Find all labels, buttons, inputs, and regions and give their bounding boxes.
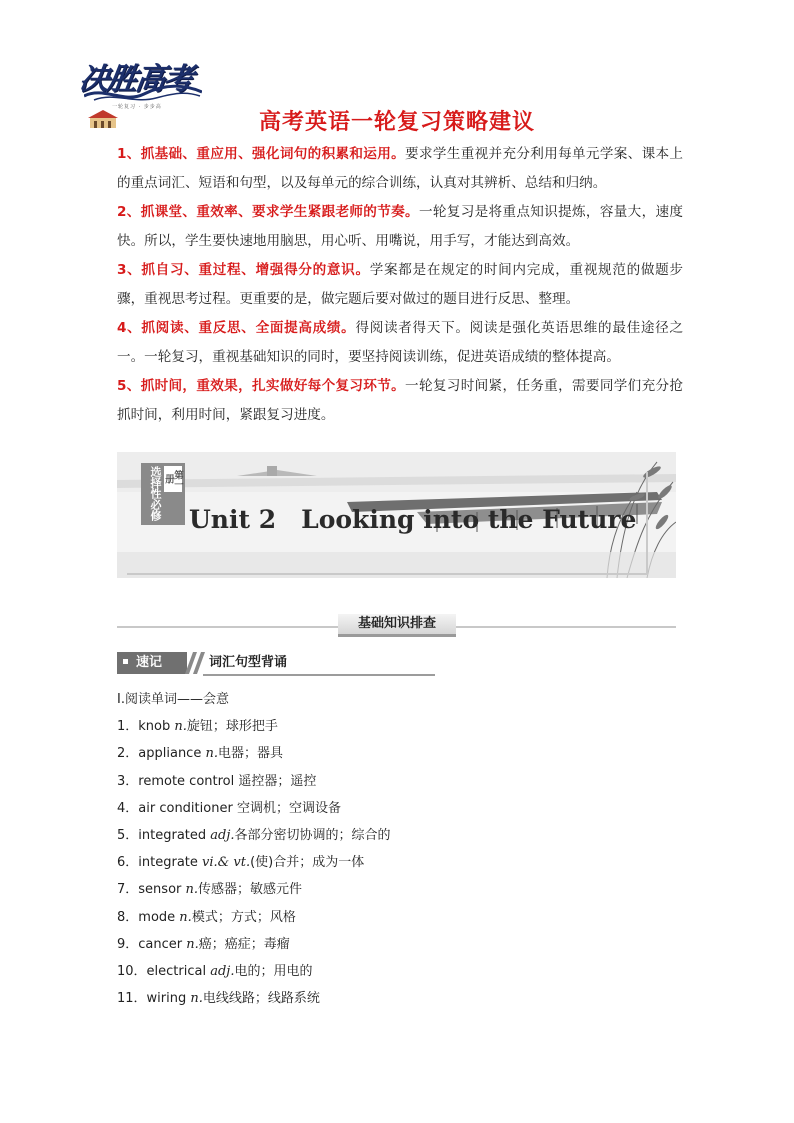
unit-title: Unit 2 Looking into the Future [189, 505, 637, 534]
banner-divider [646, 472, 648, 575]
vocab-item [117, 849, 567, 876]
vocab-word: air conditioner [138, 800, 233, 816]
vocab-pos: n. [179, 909, 192, 925]
vocab-pos: adj. [210, 828, 235, 844]
banner-divider [127, 573, 648, 575]
vocab-word: cancer [138, 936, 183, 952]
section-header [117, 612, 676, 638]
volume-tag [141, 463, 185, 525]
vocab-item [117, 904, 567, 931]
vocab-meaning: (使)合并；成为一体 [250, 855, 365, 871]
strategy-text: 得阅读者得天下。阅读是强化英语思维的最佳途径之一。一轮复习，重视基础知识的同时，要坚持阅读训练，促进英语成绩的整体提高。 [117, 320, 684, 365]
strategy-text: 一轮复习是将重点知识提炼，容量大，速度快。所以，学生要快速地用脑思，用心听、用嘴说，用手写，才能达到高效。 [117, 204, 684, 249]
volume-tag-book: 第一册 [164, 466, 182, 492]
strategy-item [117, 140, 683, 198]
page-title: 高考英语一轮复习策略建议 [258, 110, 535, 135]
square-bullet-icon [123, 659, 128, 664]
vocab-word: wiring [146, 991, 187, 1007]
volume-tag-category: 选择性必修 [149, 466, 162, 521]
vocab-meaning: 空调机；空调设备 [236, 800, 341, 816]
strategy-highlight: 3、抓自习、重过程、增强得分的意识。 [117, 262, 370, 278]
strategy-highlight: 4、抓阅读、重反思、全面提高成绩。 [117, 320, 356, 336]
vocab-number: 7． [117, 882, 139, 898]
vocab-number: 4． [117, 800, 139, 816]
memo-header [117, 652, 435, 676]
wave-icon [84, 82, 202, 104]
strategy-text: 一轮复习时间紧，任务重，需要同学们充分抢抓时间，利用时间，紧跟复习进度。 [117, 378, 683, 423]
vocab-item [117, 985, 567, 1012]
vocab-meaning: 传感器；敏感元件 [198, 882, 303, 898]
vocab-word: integrated [138, 828, 207, 844]
strategy-item [117, 256, 683, 314]
memo-label [117, 652, 187, 674]
vocab-number: 5． [117, 828, 139, 844]
vocab-item [117, 713, 567, 740]
vocab-meaning: 模式；方式；风格 [191, 909, 296, 925]
vocab-pos: vi.& vt. [202, 855, 251, 871]
vocab-meaning: 遥控器；遥控 [238, 773, 317, 789]
vocab-item [117, 931, 567, 958]
vocab-pos: n. [174, 719, 187, 735]
vocab-number: 2． [117, 746, 139, 762]
vocab-item [117, 795, 567, 822]
vocab-word: remote control [138, 773, 235, 789]
vocab-pos: n. [185, 882, 199, 898]
vocab-number: 10． [117, 964, 147, 980]
vocab-meaning: 各部分密切协调的；综合的 [234, 828, 391, 844]
vocab-pos: n. [190, 991, 203, 1007]
vocab-meaning: 电的；用电的 [234, 964, 313, 980]
vocab-number: 3． [117, 773, 139, 789]
vocab-pos: n. [186, 936, 199, 952]
vocab-item [117, 958, 567, 985]
strategy-text: 学案都是在规定的时间内完成，重视规范的做题步骤，重视思考过程。更重要的是，做完题后要对做过的题目进行反思、整理。 [117, 262, 683, 307]
vocab-number: 6． [117, 855, 139, 871]
strategy-item [117, 372, 683, 430]
vocab-number: 9． [117, 936, 139, 952]
strategy-highlight: 2、抓课堂、重效率、要求学生紧跟老师的节奏。 [117, 204, 419, 220]
vocab-word: mode [138, 909, 176, 925]
vocab-item [117, 768, 567, 795]
vocab-pos: adj. [210, 964, 235, 980]
vocab-word: knob [138, 719, 171, 735]
logo-tagline: 一轮复习 · 步步高 [112, 104, 162, 110]
strategy-text: 要求学生重视并充分利用每单元学案、课本上的重点词汇、短语和句型，以及每单元的综合训练，认真对其辨析、总结和归纳。 [117, 146, 683, 191]
strategy-item [117, 198, 683, 256]
vocab-heading: Ⅰ.阅读单词——会意 [117, 692, 229, 707]
vocab-meaning: 癌；癌症；毒瘤 [198, 936, 290, 952]
strategy-item [117, 314, 683, 372]
memo-title: 词汇句型背诵 [203, 652, 435, 676]
vocab-number: 11． [117, 991, 147, 1007]
logo-text: 决胜高考 [77, 62, 194, 97]
strategy-highlight: 5、抓时间，重效果，扎实做好每个复习环节。 [117, 378, 406, 394]
strategy-highlight: 1、抓基础、重应用、强化词句的积累和运用。 [117, 146, 406, 162]
vocab-meaning: 电线线路；线路系统 [202, 991, 320, 1007]
vocab-word: electrical [146, 964, 207, 980]
memo-label-text: 速记 [136, 655, 163, 670]
vocab-number: 8． [117, 909, 139, 925]
vocab-number: 1． [117, 719, 139, 735]
vocab-word: appliance [138, 746, 202, 762]
vocab-meaning: 电器；器具 [217, 746, 283, 762]
vocab-item [117, 876, 567, 903]
section-title: 基础知识排查 [338, 614, 456, 637]
vocab-item [117, 822, 567, 849]
vocab-word: sensor [138, 882, 182, 898]
vocab-word: integrate [138, 855, 198, 871]
vocab-list [117, 686, 567, 1012]
strategy-list [117, 140, 683, 430]
vocab-pos: n. [205, 746, 218, 762]
vocab-meaning: 旋钮；球形把手 [186, 719, 278, 735]
vocab-item [117, 740, 567, 767]
unit-banner [117, 452, 676, 578]
